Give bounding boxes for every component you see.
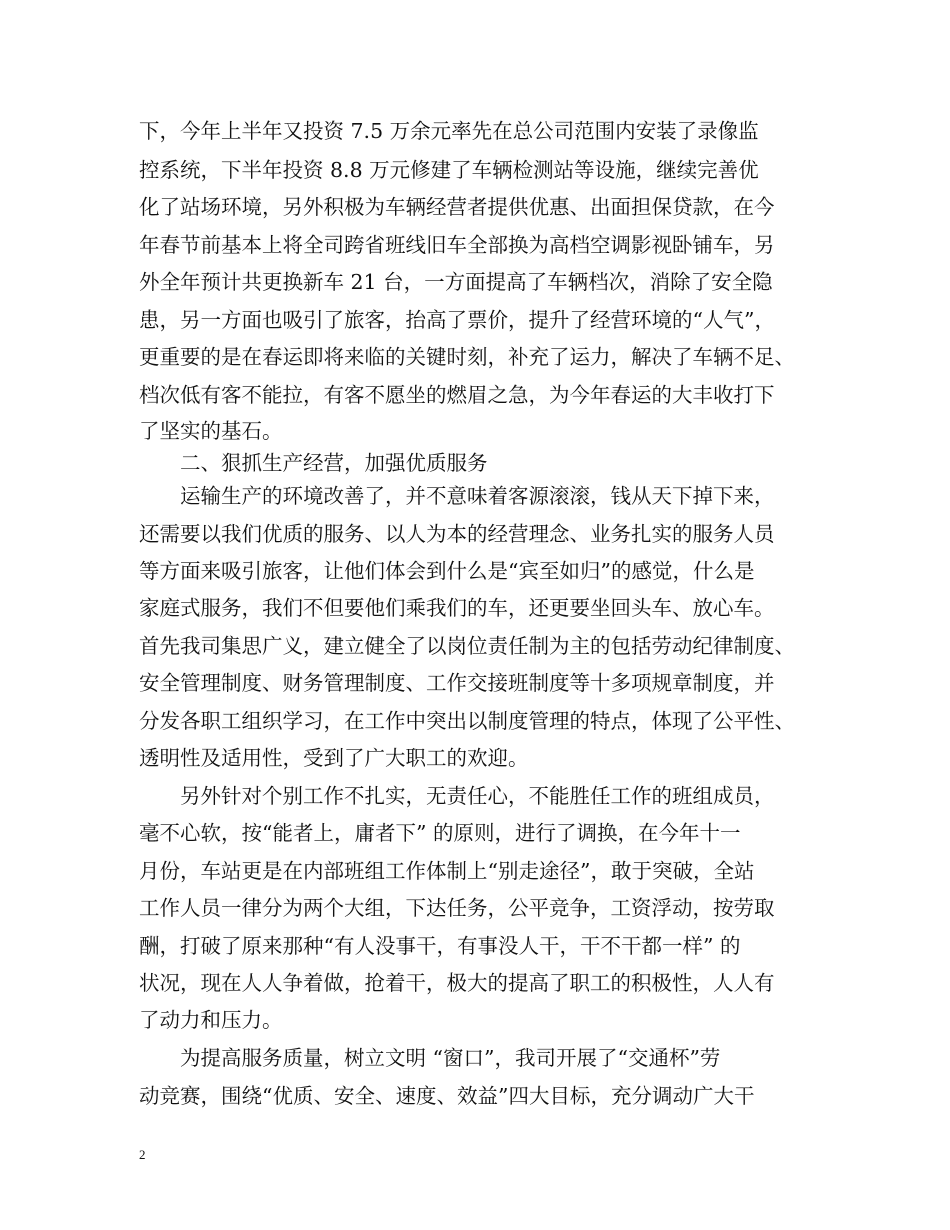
text-line: 档次低有客不能拉，有客不愿坐的燃眉之急，为今年春运的大丰收打下 bbox=[139, 383, 775, 407]
text-line: 运输生产的环境改善了，并不意味着客源滚滚，钱从天下掉下来， bbox=[139, 484, 775, 508]
text-line: 首先我司集思广义，建立健全了以岗位责任制为主的包括劳动纪律制度、 bbox=[139, 634, 795, 658]
text-line: 了坚实的基石。 bbox=[139, 419, 283, 443]
page-number: 2 bbox=[139, 1147, 146, 1162]
text-line: 还需要以我们优质的服务、以人为本的经营理念、业务扎实的服务人员 bbox=[139, 522, 775, 546]
text-line: 月份，车站更是在内部班组工作体制上“别走途径”，敢于突破，全站 bbox=[139, 859, 755, 883]
text-line: 了动力和压力。 bbox=[139, 1008, 283, 1032]
text-line: 工作人员一律分为两个大组，下达任务，公平竞争，工资浮动，按劳取 bbox=[139, 896, 775, 920]
text-line: 等方面来吸引旅客，让他们体会到什么是“宾至如归”的感觉，什么是 bbox=[139, 559, 755, 583]
text-line: 控系统，下半年投资 8.8 万元修建了车辆检测站等设施，继续完善优 bbox=[139, 158, 759, 182]
text-line: 动竞赛，围绕“优质、安全、速度、效益”四大目标，充分调动广大干 bbox=[139, 1084, 755, 1108]
text-line: 安全管理制度、财务管理制度、工作交接班制度等十多项规章制度，并 bbox=[139, 671, 775, 695]
section-heading: 二、狠抓生产经营，加强优质服务 bbox=[139, 451, 488, 475]
text-line: 下，今年上半年又投资 7.5 万余元率先在总公司范围内安装了录像监 bbox=[139, 119, 759, 143]
text-line: 家庭式服务，我们不但要他们乘我们的车，还更要坐回头车、放心车。 bbox=[139, 596, 775, 620]
text-line: 酬，打破了原来那种“有人没事干，有事没人干，干不干都一样” 的 bbox=[139, 934, 741, 958]
text-line: 透明性及适用性，受到了广大职工的欢迎。 bbox=[139, 746, 529, 770]
text-line: 为提高服务质量，树立文明 “窗口”，我司开展了“交通杯”劳 bbox=[139, 1046, 721, 1070]
text-line: 化了站场环境，另外积极为车辆经营者提供优惠、出面担保贷款，在今 bbox=[139, 195, 775, 219]
text-line: 状况，现在人人争着做，抢着干，极大的提高了职工的积极性，人人有 bbox=[139, 971, 775, 995]
text-line: 更重要的是在春运即将来临的关键时刻，补充了运力，解决了车辆不足、 bbox=[139, 345, 795, 369]
text-line: 毫不心软，按“能者上，庸者下” 的原则，进行了调换，在今年十一 bbox=[139, 821, 741, 845]
text-line: 患，另一方面也吸引了旅客，抬高了票价，提升了经营环境的“人气”， bbox=[139, 308, 775, 332]
text-line: 年春节前基本上将全司跨省班线旧车全部换为高档空调影视卧铺车，另 bbox=[139, 233, 775, 257]
text-line: 另外针对个别工作不扎实，无责任心，不能胜任工作的班组成员， bbox=[139, 784, 775, 808]
text-line: 分发各职工组织学习，在工作中突出以制度管理的特点，体现了公平性、 bbox=[139, 709, 795, 733]
text-line: 外全年预计共更换新车 21 台，一方面提高了车辆档次，消除了安全隐 bbox=[139, 270, 773, 294]
